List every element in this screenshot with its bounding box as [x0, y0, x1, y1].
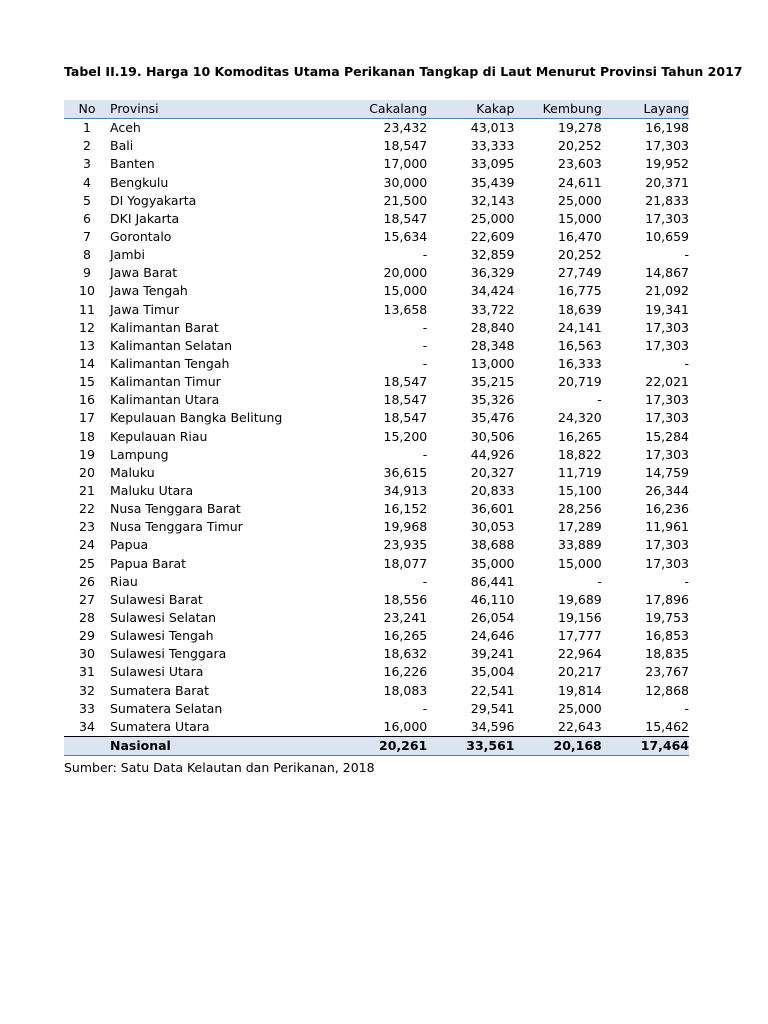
- cell-kakap: 24,646: [470, 628, 515, 644]
- cell-cakalang: 18,083: [383, 682, 428, 698]
- cell-kakap: 46,110: [470, 591, 515, 607]
- cell-kembung: 15,000: [558, 210, 602, 226]
- cell-provinsi: Sumatera Selatan: [110, 700, 223, 716]
- cell-kakap: 32,859: [470, 247, 515, 263]
- cell-cakalang: -: [422, 247, 428, 263]
- cell-no: 33: [79, 700, 95, 716]
- total-cakalang: 20,261: [340, 736, 427, 755]
- cell-layang: 17,303: [645, 392, 689, 408]
- cell-kembung: 25,000: [558, 700, 602, 716]
- cell-no: 16: [79, 392, 95, 408]
- cell-layang: 12,868: [645, 682, 689, 698]
- cell-kembung: 27,749: [558, 265, 602, 281]
- cell-kembung: 16,265: [558, 428, 602, 444]
- cell-no: 14: [79, 356, 95, 372]
- cell-kakap: 35,215: [470, 374, 515, 390]
- cell-kakap: 35,326: [470, 392, 515, 408]
- table-row: [64, 319, 689, 337]
- cell-no: 25: [79, 555, 95, 571]
- cell-provinsi: Jawa Timur: [110, 301, 180, 317]
- cell-cakalang: 18,547: [383, 410, 428, 426]
- cell-kakap: 30,506: [470, 428, 515, 444]
- cell-kakap: 26,054: [470, 610, 515, 625]
- table-row: [64, 301, 689, 319]
- source-note: Sumber: Satu Data Kelautan dan Perikanan, 2018: [64, 760, 375, 775]
- cell-kembung: 17,289: [558, 519, 602, 535]
- cell-layang: 11,961: [645, 519, 689, 535]
- cell-layang: -: [684, 573, 689, 589]
- cell-cakalang: 34,913: [383, 483, 428, 499]
- cell-kembung: 16,333: [558, 356, 602, 372]
- table-title: Tabel II.19. Harga 10 Komoditas Utama Perikanan Tangkap di Laut Menurut Provinsi Tahun 2017: [64, 64, 743, 79]
- cell-no: 8: [83, 247, 91, 263]
- table-row: [64, 264, 689, 282]
- cell-no: 6: [83, 210, 91, 226]
- cell-kakap: 35,004: [470, 664, 515, 680]
- cell-provinsi: Kalimantan Barat: [110, 319, 219, 335]
- cell-cakalang: 30,000: [383, 174, 428, 190]
- table-row: [64, 246, 689, 264]
- total-layang: 17,464: [602, 736, 689, 755]
- table-row: [64, 409, 689, 427]
- table-row: [64, 682, 689, 700]
- cell-provinsi: DKI Jakarta: [110, 210, 180, 226]
- cell-provinsi: Sulawesi Barat: [110, 591, 203, 607]
- cell-no: 28: [79, 610, 95, 625]
- cell-no: 27: [79, 591, 95, 607]
- cell-cakalang: 18,077: [383, 555, 428, 571]
- table-row: [64, 137, 689, 155]
- cell-cakalang: 18,547: [383, 210, 428, 226]
- cell-layang: 15,462: [645, 718, 689, 734]
- cell-kembung: 20,719: [558, 374, 602, 390]
- cell-kakap: 44,926: [470, 446, 515, 462]
- table-row: [64, 446, 689, 464]
- cell-layang: 26,344: [645, 483, 689, 499]
- cell-kakap: 30,053: [470, 519, 515, 535]
- cell-provinsi: Sulawesi Utara: [110, 664, 204, 680]
- table-row: [64, 609, 689, 627]
- cell-provinsi: Aceh: [110, 120, 141, 136]
- total-kembung: 20,168: [515, 736, 602, 755]
- cell-no: 19: [79, 446, 95, 462]
- table-body: [64, 119, 689, 737]
- cell-kembung: 15,100: [558, 483, 602, 499]
- cell-provinsi: Sulawesi Tengah: [110, 628, 214, 644]
- cell-layang: 19,341: [645, 301, 689, 317]
- cell-layang: 16,236: [645, 501, 689, 517]
- cell-layang: 17,303: [645, 555, 689, 571]
- table-row: [64, 500, 689, 518]
- cell-kembung: 23,603: [558, 156, 602, 172]
- cell-kembung: 19,689: [558, 591, 602, 607]
- table-row: [64, 518, 689, 536]
- table-row: [64, 700, 689, 718]
- cell-provinsi: Banten: [110, 156, 155, 172]
- table-row: [64, 536, 689, 554]
- cell-kakap: 35,000: [470, 555, 515, 571]
- total-kakap: 33,561: [427, 736, 514, 755]
- cell-kakap: 29,541: [470, 700, 515, 716]
- cell-layang: 22,021: [645, 374, 689, 390]
- cell-provinsi: Kalimantan Utara: [110, 392, 220, 408]
- cell-layang: -: [684, 356, 689, 372]
- cell-kembung: 11,719: [558, 464, 602, 480]
- cell-cakalang: -: [422, 446, 428, 462]
- cell-layang: -: [684, 700, 689, 716]
- cell-cakalang: 18,632: [383, 646, 428, 662]
- cell-kembung: 18,822: [558, 446, 602, 462]
- cell-no: 11: [79, 301, 95, 317]
- cell-provinsi: Lampung: [110, 446, 169, 462]
- header-layang: Layang: [602, 100, 689, 119]
- cell-provinsi: Sulawesi Selatan: [110, 610, 217, 625]
- cell-kakap: 39,241: [470, 646, 515, 662]
- cell-no: 30: [79, 646, 95, 662]
- cell-cakalang: 16,226: [383, 664, 428, 680]
- cell-provinsi: Sumatera Barat: [110, 682, 209, 698]
- cell-no: 20: [79, 464, 95, 480]
- cell-no: 26: [79, 573, 95, 589]
- cell-cakalang: 18,547: [383, 374, 428, 390]
- cell-kakap: 43,013: [470, 120, 515, 136]
- cell-provinsi: Maluku: [110, 464, 155, 480]
- cell-layang: 16,853: [645, 628, 689, 644]
- cell-kembung: 20,252: [558, 138, 602, 154]
- table-row: [64, 282, 689, 300]
- table-row: [64, 155, 689, 173]
- cell-kembung: 15,000: [558, 555, 602, 571]
- table-row: [64, 645, 689, 663]
- cell-cakalang: 18,547: [383, 138, 428, 154]
- cell-no: 34: [79, 718, 95, 734]
- cell-kakap: 20,833: [470, 483, 515, 499]
- cell-provinsi: Papua Barat: [110, 555, 187, 571]
- cell-no: 24: [79, 537, 95, 553]
- cell-cakalang: 18,547: [383, 392, 428, 408]
- cell-cakalang: 15,200: [383, 428, 428, 444]
- cell-kembung: 16,563: [558, 337, 602, 353]
- header-kakap: Kakap: [427, 100, 514, 119]
- cell-provinsi: Kalimantan Tengah: [110, 356, 230, 372]
- cell-kembung: 20,252: [558, 247, 602, 263]
- table-row: [64, 663, 689, 681]
- cell-kakap: 36,329: [470, 265, 515, 281]
- table-row: [64, 192, 689, 210]
- cell-layang: 14,759: [645, 464, 689, 480]
- total-row: [64, 736, 689, 755]
- cell-kakap: 25,000: [470, 210, 515, 226]
- cell-kembung: 33,889: [558, 537, 602, 553]
- cell-provinsi: Jawa Barat: [110, 265, 178, 281]
- cell-kakap: 32,143: [470, 192, 515, 208]
- cell-layang: 17,303: [645, 537, 689, 553]
- cell-kakap: 13,000: [470, 356, 515, 372]
- table-row: [64, 428, 689, 446]
- cell-kembung: 19,278: [558, 120, 602, 136]
- cell-no: 2: [83, 138, 91, 154]
- cell-kakap: 28,348: [470, 337, 515, 353]
- cell-cakalang: 36,615: [383, 464, 428, 480]
- cell-layang: 21,092: [645, 283, 689, 299]
- cell-kembung: 28,256: [558, 501, 602, 517]
- cell-cakalang: 16,000: [383, 718, 428, 734]
- cell-no: 7: [83, 229, 91, 245]
- cell-provinsi: Maluku Utara: [110, 483, 194, 499]
- cell-no: 1: [83, 120, 91, 136]
- cell-kakap: 33,722: [470, 301, 515, 317]
- cell-no: 3: [83, 156, 91, 172]
- cell-cakalang: 17,000: [383, 156, 428, 172]
- header-provinsi: Provinsi: [110, 100, 340, 119]
- cell-no: 22: [79, 501, 95, 517]
- cell-layang: -: [684, 247, 689, 263]
- cell-kembung: 24,611: [558, 174, 602, 190]
- cell-kakap: 34,424: [470, 283, 515, 299]
- cell-kembung: -: [597, 392, 602, 408]
- cell-provinsi: Nusa Tenggara Timur: [110, 519, 243, 535]
- price-table: [64, 100, 689, 756]
- cell-provinsi: Riau: [110, 573, 138, 589]
- cell-kakap: 22,541: [470, 682, 515, 698]
- cell-no: 29: [79, 628, 95, 644]
- cell-layang: 17,896: [645, 591, 689, 607]
- cell-kakap: 28,840: [470, 319, 515, 335]
- cell-cakalang: -: [422, 700, 428, 716]
- cell-kembung: 22,643: [558, 718, 602, 734]
- cell-layang: 14,867: [645, 265, 689, 281]
- header-cakalang: Cakalang: [340, 100, 427, 119]
- cell-no: 21: [79, 483, 95, 499]
- cell-kembung: 20,217: [558, 664, 602, 680]
- cell-provinsi: Papua: [110, 537, 149, 553]
- cell-no: 13: [79, 337, 95, 353]
- cell-provinsi: Sumatera Utara: [110, 718, 210, 734]
- cell-provinsi: Jambi: [110, 247, 145, 263]
- cell-cakalang: 15,000: [383, 283, 428, 299]
- cell-cakalang: 23,432: [383, 120, 428, 136]
- table-row: [64, 573, 689, 591]
- cell-cakalang: -: [422, 356, 428, 372]
- cell-cakalang: 16,265: [383, 628, 428, 644]
- table-row: [64, 355, 689, 373]
- cell-cakalang: 19,968: [383, 519, 428, 535]
- cell-layang: 19,753: [645, 610, 689, 625]
- cell-no: 12: [79, 319, 95, 335]
- cell-no: 15: [79, 374, 95, 390]
- cell-provinsi: DI Yogyakarta: [110, 192, 197, 208]
- cell-layang: 17,303: [645, 319, 689, 335]
- cell-no: 5: [83, 192, 91, 208]
- cell-cakalang: 23,935: [383, 537, 428, 553]
- table-row: [64, 464, 689, 482]
- table-row: [64, 555, 689, 573]
- cell-no: 4: [83, 174, 91, 190]
- cell-kakap: 34,596: [470, 718, 515, 734]
- cell-kembung: 24,320: [558, 410, 602, 426]
- cell-kakap: 33,333: [470, 138, 515, 154]
- table-header-row: [64, 100, 689, 119]
- cell-no: 32: [79, 682, 95, 698]
- cell-cakalang: 20,000: [383, 265, 428, 281]
- cell-provinsi: Sulawesi Tenggara: [110, 646, 227, 662]
- cell-provinsi: Jawa Tengah: [110, 283, 188, 299]
- cell-no: 23: [79, 519, 95, 535]
- cell-cakalang: -: [422, 573, 428, 589]
- cell-provinsi: Kalimantan Timur: [110, 374, 221, 390]
- cell-kembung: 16,470: [558, 229, 602, 245]
- cell-kakap: 33,095: [470, 156, 515, 172]
- cell-cakalang: 15,634: [383, 229, 428, 245]
- cell-cakalang: 13,658: [383, 301, 428, 317]
- table-row: [64, 627, 689, 645]
- cell-cakalang: 23,241: [383, 610, 428, 625]
- header-no: No: [64, 100, 110, 119]
- cell-kembung: -: [597, 573, 602, 589]
- table-row: [64, 482, 689, 500]
- total-label: Nasional: [110, 736, 340, 755]
- cell-layang: 23,767: [645, 664, 689, 680]
- cell-provinsi: Kalimantan Selatan: [110, 337, 233, 353]
- cell-cakalang: 16,152: [383, 501, 428, 517]
- table-row: [64, 210, 689, 228]
- header-kembung: Kembung: [515, 100, 602, 119]
- cell-provinsi: Kepulauan Bangka Belitung: [110, 410, 283, 426]
- cell-cakalang: 18,556: [383, 591, 428, 607]
- cell-kembung: 19,156: [558, 610, 602, 625]
- cell-no: 10: [79, 283, 95, 299]
- cell-layang: 17,303: [645, 410, 689, 426]
- cell-kembung: 17,777: [558, 628, 602, 644]
- cell-no: 9: [83, 265, 91, 281]
- cell-kakap: 22,609: [470, 229, 515, 245]
- cell-no: 18: [79, 428, 95, 444]
- table-row: [64, 718, 689, 737]
- cell-cakalang: -: [422, 337, 428, 353]
- cell-kembung: 18,639: [558, 301, 602, 317]
- cell-kembung: 19,814: [558, 682, 602, 698]
- cell-layang: 17,303: [645, 138, 689, 154]
- table-row: [64, 174, 689, 192]
- cell-no: 31: [79, 664, 95, 680]
- cell-kakap: 20,327: [470, 464, 515, 480]
- cell-kembung: 16,775: [558, 283, 602, 299]
- table-row: [64, 591, 689, 609]
- cell-layang: 15,284: [645, 428, 689, 444]
- table-row: [64, 373, 689, 391]
- cell-layang: 20,371: [645, 174, 689, 190]
- cell-layang: 19,952: [645, 156, 689, 172]
- cell-provinsi: Kepulauan Riau: [110, 428, 208, 444]
- cell-layang: 18,835: [645, 646, 689, 662]
- total-no: [64, 736, 110, 755]
- cell-layang: 21,833: [645, 192, 689, 208]
- cell-kakap: 38,688: [470, 537, 515, 553]
- cell-provinsi: Bali: [110, 138, 134, 154]
- cell-layang: 17,303: [645, 446, 689, 462]
- cell-kembung: 24,141: [558, 319, 602, 335]
- cell-layang: 17,303: [645, 210, 689, 226]
- cell-kembung: 22,964: [558, 646, 602, 662]
- cell-kakap: 35,476: [470, 410, 515, 426]
- cell-kakap: 35,439: [470, 174, 515, 190]
- cell-provinsi: Bengkulu: [110, 174, 169, 190]
- cell-kakap: 86,441: [470, 573, 515, 589]
- cell-cakalang: -: [422, 319, 428, 335]
- table-row: [64, 119, 689, 138]
- cell-layang: 10,659: [645, 229, 689, 245]
- cell-cakalang: 21,500: [383, 192, 428, 208]
- cell-kembung: 25,000: [558, 192, 602, 208]
- table-row: [64, 391, 689, 409]
- cell-no: 17: [79, 410, 95, 426]
- cell-layang: 17,303: [645, 337, 689, 353]
- cell-kakap: 36,601: [470, 501, 515, 517]
- cell-provinsi: Nusa Tenggara Barat: [110, 501, 241, 517]
- table-row: [64, 337, 689, 355]
- cell-provinsi: Gorontalo: [110, 229, 172, 245]
- cell-layang: 16,198: [645, 120, 689, 136]
- table-row: [64, 228, 689, 246]
